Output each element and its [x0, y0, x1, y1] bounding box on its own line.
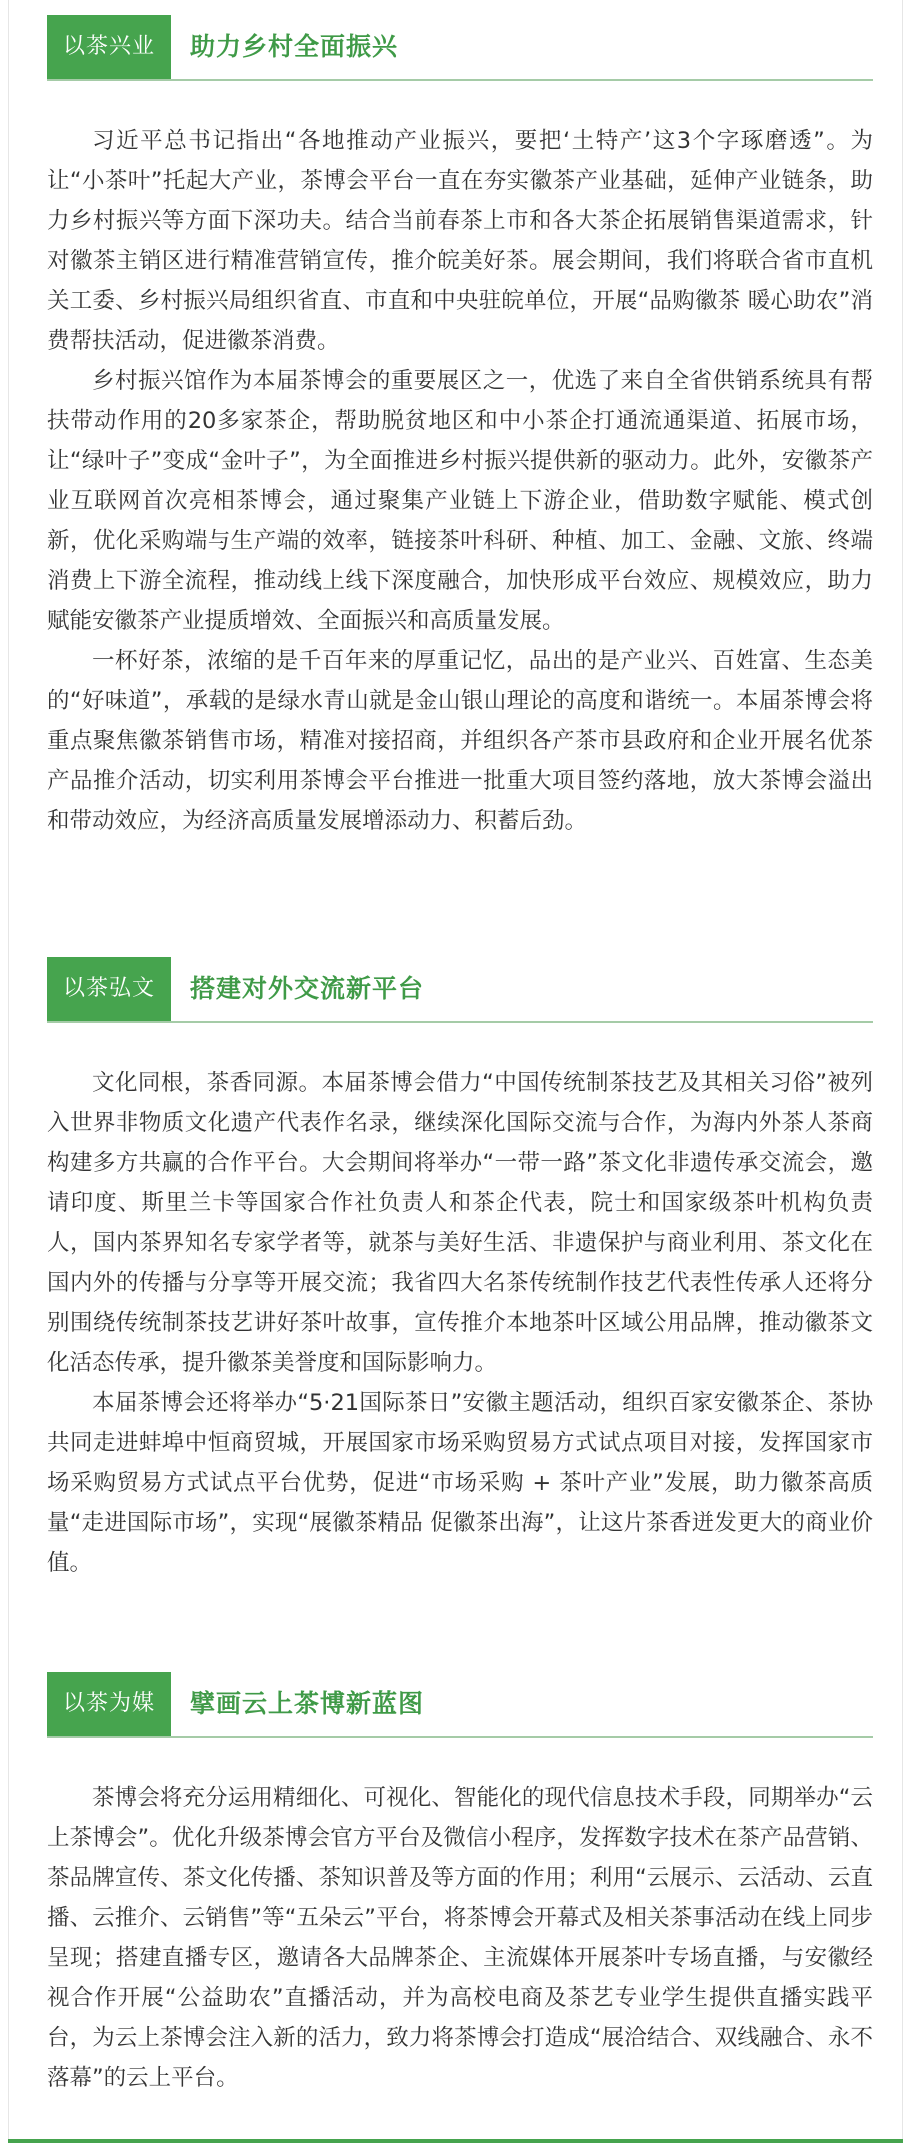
section-body — [47, 1778, 873, 2098]
section-header — [47, 1672, 873, 1738]
section-header — [47, 957, 873, 1023]
section-tag: 以茶弘文 — [47, 957, 171, 1021]
bottom-divider — [8, 2139, 903, 2143]
paragraph: 本届茶博会还将举办“5·21国际茶日”安徽主题活动，组织百家安徽茶企、茶协共同走进蚌埠中恒商贸城，开展国家市场采购贸易方式试点项目对接，发挥国家市场采购贸易方式试点平台优势，促进“市场采购 + 茶叶产业”发展，助力徽茶高质量“走进国际市场”，实现“展徽茶精品 促徽茶出海”，让这片茶香迸发更大的商业价值。 — [47, 1390, 873, 1576]
section-industry — [47, 15, 873, 841]
paragraph: 一杯好茶，浓缩的是千百年来的厚重记忆，品出的是产业兴、百姓富、生态美的“好味道”，承载的是绿水青山就是金山银山理论的高度和谐统一。本届茶博会将重点聚焦徽茶销售市场，精准对接招商，并组织各产茶市县政府和企业开展名优茶产品推介活动，切实利用茶博会平台推进一批重大项目签约落地，放大茶博会溢出和带动效应，为经济高质量发展增添动力、积蓄后劲。 — [47, 648, 873, 834]
section-title: 助力乡村全面振兴 — [190, 32, 399, 61]
section-culture — [47, 957, 873, 1583]
section-tag: 以茶为媒 — [47, 1672, 171, 1736]
paragraph: 茶博会将充分运用精细化、可视化、智能化的现代信息技术手段，同期举办“云上茶博会”。优化升级茶博会官方平台及微信小程序，发挥数字技术在茶产品营销、茶品牌宣传、茶文化传播、茶知识普及等方面的作用；利用“云展示、云活动、云直播、云推介、云销售”等“五朵云”平台，将茶博会开幕式及相关茶事活动在线上同步呈现；搭建直播专区，邀请各大品牌茶企、主流媒体开展茶叶专场直播，与安徽经视合作开展“公益助农”直播活动，并为高校电商及茶艺专业学生提供直播实践平台，为云上茶博会注入新的活力，致力将茶博会打造成“展洽结合、双线融合、永不落幕”的云上平台。 — [47, 1785, 873, 2091]
section-body — [47, 121, 873, 841]
section-header — [47, 15, 873, 81]
section-tag: 以茶兴业 — [47, 15, 171, 79]
section-body — [47, 1063, 873, 1583]
section-cloud — [47, 1672, 873, 2098]
section-title: 搭建对外交流新平台 — [190, 974, 425, 1003]
paragraph: 习近平总书记指出“各地推动产业振兴，要把‘土特产’这3个字琢磨透”。为让“小茶叶”托起大产业，茶博会平台一直在夯实徽茶产业基础，延伸产业链条，助力乡村振兴等方面下深功夫。结合当前春茶上市和各大茶企拓展销售渠道需求，针对徽茶主销区进行精准营销宣传，推介皖美好茶。展会期间，我们将联合省市直机关工委、乡村振兴局组织省直、市直和中央驻皖单位，开展“品购徽茶 暖心助农”消费帮扶活动，促进徽茶消费。 — [47, 128, 873, 354]
right-border — [902, 0, 903, 2143]
section-title: 擘画云上茶博新蓝图 — [190, 1689, 425, 1718]
paragraph: 乡村振兴馆作为本届茶博会的重要展区之一，优选了来自全省供销系统具有帮扶带动作用的20多家茶企，帮助脱贫地区和中小茶企打通流通渠道、拓展市场，让“绿叶子”变成“金叶子”，为全面推进乡村振兴提供新的驱动力。此外，安徽茶产业互联网首次亮相茶博会，通过聚集产业链上下游企业，借助数字赋能、模式创新，优化采购端与生产端的效率，链接茶叶科研、种植、加工、金融、文旅、终端消费上下游全流程，推动线上线下深度融合，加快形成平台效应、规模效应，助力赋能安徽茶产业提质增效、全面振兴和高质量发展。 — [47, 368, 873, 634]
paragraph: 文化同根，茶香同源。本届茶博会借力“中国传统制茶技艺及其相关习俗”被列入世界非物质文化遗产代表作名录，继续深化国际交流与合作，为海内外茶人茶商构建多方共赢的合作平台。大会期间将举办“一带一路”茶文化非遗传承交流会，邀请印度、斯里兰卡等国家合作社负责人和茶企代表，院士和国家级茶叶机构负责人，国内茶界知名专家学者等，就茶与美好生活、非遗保护与商业利用、茶文化在国内外的传播与分享等开展交流；我省四大名茶传统制作技艺代表性传承人还将分别围绕传统制茶技艺讲好茶叶故事，宣传推介本地茶叶区域公用品牌，推动徽茶文化活态传承，提升徽茶美誉度和国际影响力。 — [47, 1070, 873, 1376]
left-border — [8, 0, 9, 2143]
